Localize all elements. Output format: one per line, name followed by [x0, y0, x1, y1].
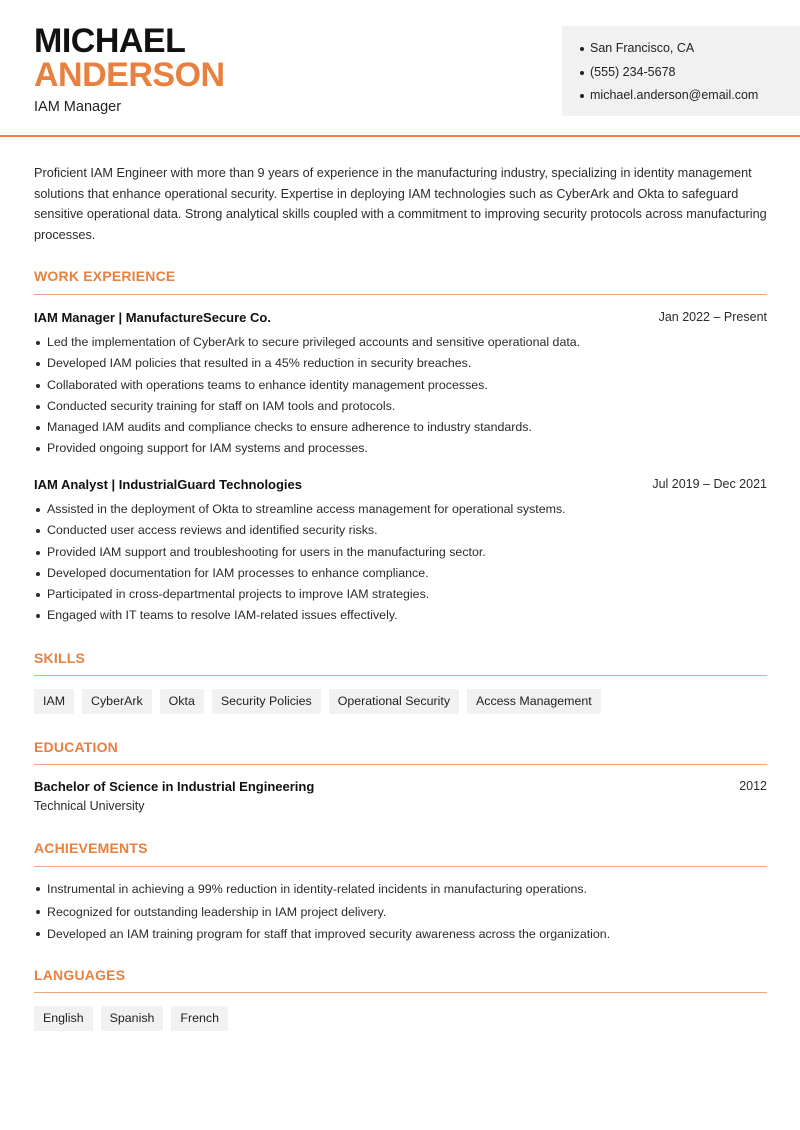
- languages-list: [34, 1006, 228, 1031]
- achievements-list: [34, 878, 774, 946]
- list-item: Developed an IAM training program for staff that improved security awareness across the organization.: [34, 923, 774, 946]
- list-item: Participated in cross-departmental projects to improve IAM strategies.: [34, 584, 774, 605]
- job-bullets-1: [34, 332, 774, 460]
- job-header-2: [34, 477, 767, 492]
- section-divider: [34, 992, 767, 993]
- job-role: IAM Manager | ManufactureSecure Co.: [34, 310, 271, 325]
- skills-list: [34, 689, 601, 714]
- language-chip: Spanish: [101, 1006, 164, 1031]
- language-chip: English: [34, 1006, 93, 1031]
- list-item: Conducted security training for staff on IAM tools and protocols.: [34, 396, 774, 417]
- summary-paragraph: Proficient IAM Engineer with more than 9 years of experience in the manufacturing industry, specializing in identity management solutions that enhance operational security. Expertise in deploying IAM technologies such as CyberArk and Okta to safeguard sensitive operational data. Strong analytical skills coupled with a commitment to improving security protocols across manufacturing processes.: [34, 166, 767, 242]
- contact-email[interactable]: michael.anderson@email.com: [580, 84, 800, 108]
- skill-chip: Access Management: [467, 689, 601, 714]
- list-item: Provided IAM support and troubleshooting for users in the manufacturing sector.: [34, 542, 774, 563]
- job-header-1: [34, 310, 767, 325]
- job-title: IAM Manager: [34, 99, 122, 115]
- contact-location: San Francisco, CA: [580, 37, 800, 61]
- list-item: Provided ongoing support for IAM systems and processes.: [34, 438, 774, 459]
- section-title-achievements: ACHIEVEMENTS: [34, 840, 148, 856]
- job-role: IAM Analyst | IndustrialGuard Technologies: [34, 477, 303, 492]
- section-title-languages: LANGUAGES: [34, 967, 126, 983]
- job-dates: Jul 2019 – Dec 2021: [652, 477, 767, 491]
- list-item: Led the implementation of CyberArk to secure privileged accounts and sensitive operational data.: [34, 332, 774, 353]
- skill-chip: IAM: [34, 689, 74, 714]
- skill-chip: Security Policies: [212, 689, 321, 714]
- first-name: MICHAEL: [34, 22, 186, 60]
- education-degree: Bachelor of Science in Industrial Engineering: [34, 779, 315, 794]
- resume-header: [0, 0, 800, 137]
- section-title-skills: SKILLS: [34, 650, 85, 666]
- job-dates: Jan 2022 – Present: [658, 310, 767, 324]
- contact-box: [562, 26, 800, 116]
- list-item: Instrumental in achieving a 99% reduction in identity-related incidents in manufacturing operations.: [34, 878, 774, 901]
- section-divider: [34, 866, 767, 867]
- skill-chip: Okta: [160, 689, 204, 714]
- list-item: Developed IAM policies that resulted in a 45% reduction in security breaches.: [34, 353, 774, 374]
- section-divider: [34, 764, 767, 765]
- education-year: 2012: [739, 779, 767, 793]
- list-item: Recognized for outstanding leadership in IAM project delivery.: [34, 901, 774, 924]
- section-title-education: EDUCATION: [34, 739, 118, 755]
- section-divider: [34, 294, 767, 295]
- skill-chip: Operational Security: [329, 689, 459, 714]
- list-item: Developed documentation for IAM processes to enhance compliance.: [34, 563, 774, 584]
- list-item: Conducted user access reviews and identified security risks.: [34, 520, 774, 541]
- list-item: Assisted in the deployment of Okta to streamline access management for operational systems.: [34, 499, 774, 520]
- education-school: Technical University: [34, 799, 145, 813]
- section-title-work: WORK EXPERIENCE: [34, 268, 176, 284]
- list-item: Engaged with IT teams to resolve IAM-related issues effectively.: [34, 605, 774, 626]
- skill-chip: CyberArk: [82, 689, 152, 714]
- section-divider: [34, 675, 767, 676]
- language-chip: French: [171, 1006, 228, 1031]
- contact-phone: (555) 234-5678: [580, 61, 800, 85]
- list-item: Managed IAM audits and compliance checks to ensure adherence to industry standards.: [34, 417, 774, 438]
- list-item: Collaborated with operations teams to enhance identity management processes.: [34, 375, 774, 396]
- last-name: ANDERSON: [34, 56, 225, 94]
- job-bullets-2: [34, 499, 774, 627]
